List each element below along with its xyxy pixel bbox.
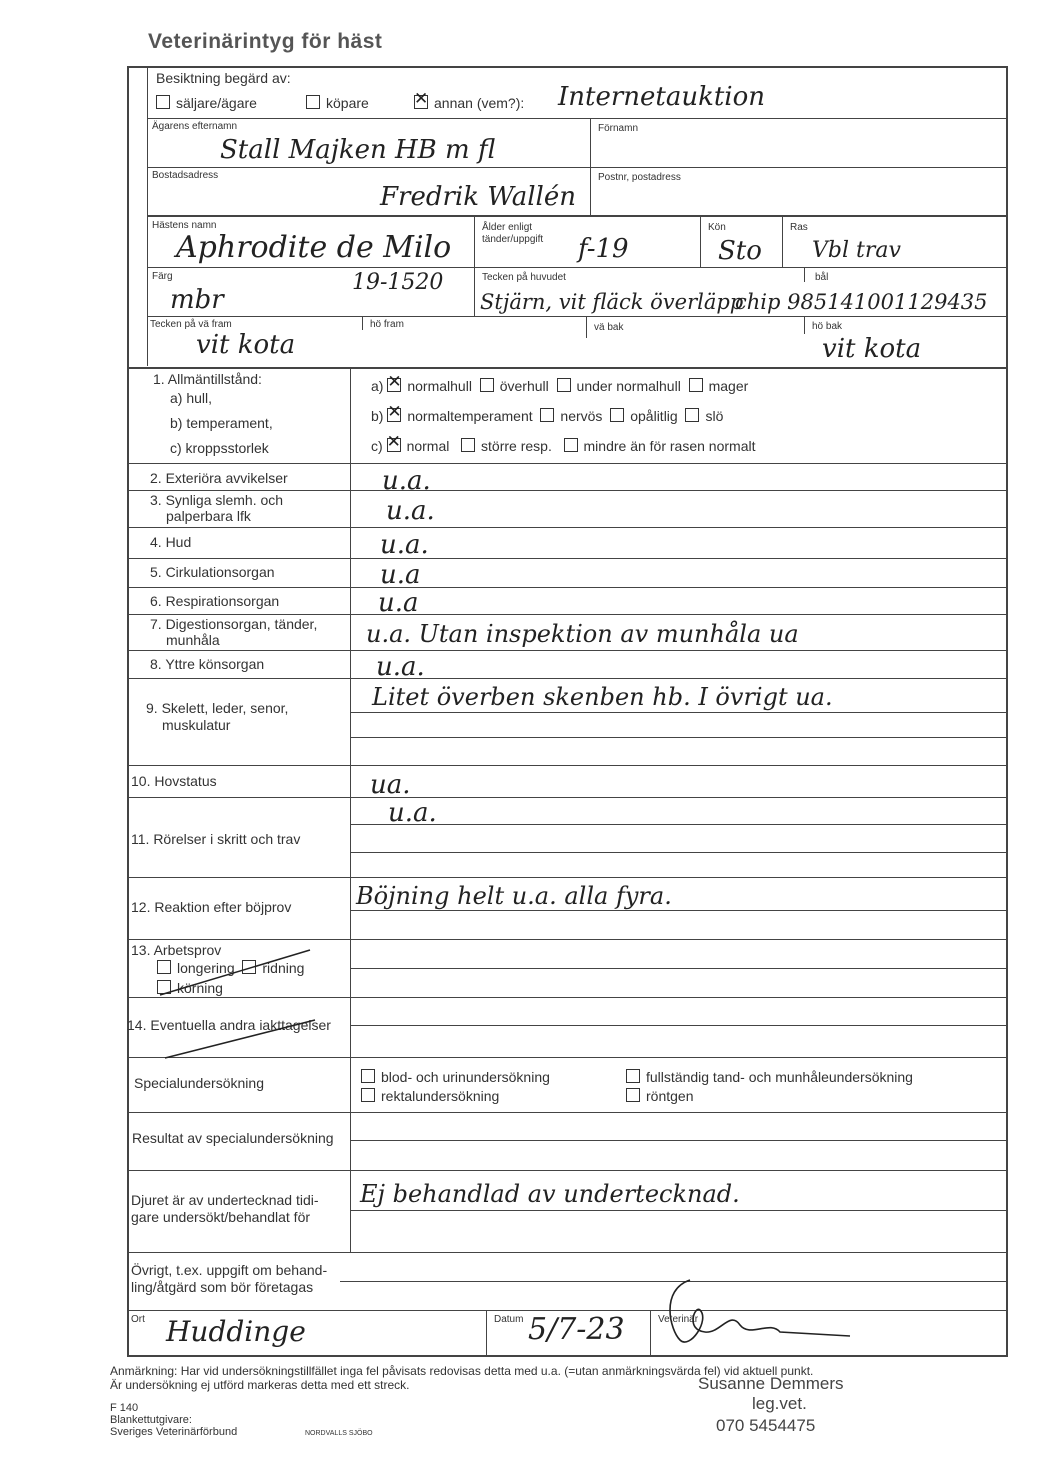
special-label: Specialundersökning [134, 1075, 264, 1091]
prev-label-1: Djuret är av undertecknad tidi- [131, 1192, 319, 1208]
s13-label: 13. Arbetsprov [131, 942, 222, 958]
row-line [127, 558, 1008, 559]
row-line [147, 167, 1006, 168]
row-line [147, 316, 1006, 317]
s4-value: u.a. [380, 530, 429, 560]
age-value: f-19 [578, 234, 629, 264]
general-b-label: b) temperament, [170, 415, 273, 431]
chip-divider [804, 268, 805, 282]
other-checkbox[interactable]: ✕ annan (vem?): [414, 95, 524, 111]
normaltemperament-checkbox[interactable] [387, 408, 401, 422]
row-line [127, 527, 1008, 528]
s14-label: 14. Eventuella andra iakttagelser [127, 1017, 331, 1033]
address-label: Bostadsadress [152, 170, 219, 181]
s2-value: u.a. [382, 466, 431, 496]
chip-value: chip 985141001129435 [735, 290, 988, 314]
horse-divider [474, 216, 475, 316]
form-number: F 140 [110, 1402, 139, 1414]
leg-fl-label: Tecken på vä fram [150, 319, 232, 330]
row-line [127, 463, 1008, 464]
note-line-1: Anmärkning: Har vid undersökningstillfället inga fel påvisats redovisas detta med u.a. (=utan anmärkningsvärda fel) vid aktuell punkt. [110, 1364, 814, 1378]
row-subline [350, 1025, 1006, 1026]
frame-top [127, 66, 1008, 68]
leg-br-label: hö bak [812, 321, 843, 332]
nervos-checkbox[interactable] [540, 408, 554, 422]
row-line [147, 267, 1006, 268]
postal-label: Postnr, postadress [598, 172, 681, 183]
frame-bottom [127, 1355, 1008, 1357]
row-subline [350, 1210, 1006, 1211]
sex-value: Sto [718, 236, 762, 266]
signature-stroke [670, 1280, 850, 1342]
buyer-checkbox[interactable]: köpare [306, 95, 369, 111]
strike-marks [150, 940, 350, 1065]
horse-name-value: Aphrodite de Milo [176, 230, 452, 265]
row-subline [350, 824, 1006, 825]
age-label-2: tänder/uppgift [482, 234, 544, 245]
general-label: 1. Allmäntillstånd: [153, 371, 262, 387]
s12-value: Böjning helt u.a. alla fyra. [356, 882, 672, 910]
general-c-row: c) ✕ normal större resp. mindre än för rasen normalt [371, 438, 755, 454]
s3-value: u.a. [386, 496, 435, 526]
row-line [127, 797, 1008, 798]
special-opt3[interactable]: fullständig tand- och munhåleundersökning [626, 1069, 913, 1085]
place-label: Ort [131, 1314, 145, 1325]
row-line [127, 650, 1008, 651]
s5-value: u.a [380, 560, 421, 590]
strike-14 [165, 1020, 315, 1058]
strike-13 [160, 950, 310, 995]
date-value: 5/7-23 [528, 1312, 625, 1347]
note-line-2: Är undersökning ej utförd markeras detta med ett streck. [110, 1378, 410, 1392]
s9-label-1: 9. Skelett, leder, senor, [146, 700, 289, 716]
color-label: Färg [152, 271, 173, 282]
address-value: Fredrik Wallén [380, 182, 576, 212]
breed-divider [782, 216, 783, 268]
opalitlig-checkbox[interactable] [610, 408, 624, 422]
stamp-title: leg.vet. [752, 1394, 807, 1413]
s10-value: ua. [370, 770, 411, 800]
vet-label: Veterinär [658, 1314, 699, 1325]
leg-fl-value: vit kota [196, 330, 296, 360]
general-b-row: b) ✕ normaltemperament nervös opålitlig slö [371, 408, 723, 424]
slo-checkbox[interactable] [685, 408, 699, 422]
s5-label: 5. Cirkulationsorgan [150, 564, 275, 580]
row-subline [350, 852, 1006, 853]
row-subline [350, 968, 1006, 969]
s7-label-1: 7. Digestionsorgan, tänder, [150, 616, 318, 632]
date-label: Datum [494, 1314, 524, 1325]
row-subline [350, 1140, 1006, 1141]
general-c-label: c) kroppsstorlek [170, 440, 269, 456]
head-label: Tecken på huvudet [482, 272, 566, 283]
larger-checkbox[interactable] [461, 438, 475, 452]
row-subline [350, 910, 1006, 911]
s8-label: 8. Yttre könsorgan [150, 656, 265, 672]
row-line [127, 1310, 1008, 1311]
smaller-checkbox[interactable] [564, 438, 578, 452]
general-a-row: a) ✕ normalhull överhull under normalhull mager [371, 378, 748, 394]
s3-label-1: 3. Synliga slemh. och [150, 492, 284, 508]
leg-br-value: vit kota [822, 334, 922, 364]
prev-value: Ej behandlad av undertecknad. [360, 1180, 740, 1208]
breed-value: Vbl trav [812, 238, 901, 263]
row-line [147, 215, 1006, 217]
issuer-label: Blankettutgivare: [110, 1414, 192, 1426]
sex-label: Kön [708, 222, 726, 233]
date-divider [486, 1310, 487, 1355]
leg-divider [586, 316, 587, 338]
s12-label: 12. Reaktion efter böjprov [131, 899, 292, 915]
stamp-name: Susanne Demmers [698, 1374, 844, 1393]
breed-label: Ras [790, 222, 808, 233]
s7-value: u.a. Utan inspektion av munhåla ua [366, 620, 799, 648]
issuer-name: Sveriges Veterinärförbund [110, 1426, 238, 1438]
normalhull-checkbox[interactable] [387, 378, 401, 392]
color-number: 19-1520 [352, 270, 444, 295]
leg-bl-label: vä bak [594, 322, 624, 333]
head-value: Stjärn, vit fläck överläpp [480, 290, 744, 314]
frame-left [127, 66, 129, 1356]
place-value: Huddinge [166, 1315, 306, 1348]
row-subline [350, 712, 1006, 713]
special-opt2[interactable]: rektalundersökning [361, 1088, 499, 1104]
leg-divider [804, 316, 805, 334]
horse-name-label: Hästens namn [152, 220, 217, 231]
general-a-label: a) hull, [170, 390, 213, 406]
special-opt4[interactable]: röntgen [626, 1088, 693, 1104]
row-line [127, 614, 1008, 615]
s11-label: 11. Rörelser i skritt och trav [131, 831, 301, 847]
form-title: Veterinärintyg för häst [148, 30, 383, 53]
overhull-checkbox[interactable] [480, 378, 494, 392]
leg-divider [362, 316, 363, 330]
frame-right [1006, 66, 1008, 1356]
row-line [127, 765, 1008, 766]
row-line [127, 367, 1008, 369]
special-opt1[interactable]: blod- och urinundersökning [361, 1069, 550, 1085]
s9-value: Litet överben skenben hb. I övrigt ua. [372, 683, 833, 711]
row-line [127, 1112, 1008, 1113]
signature-icon [650, 1270, 860, 1360]
s3-label-2: palperbara lfk [166, 508, 251, 524]
chip-label: bål [815, 272, 829, 283]
s8-value: u.a. [376, 652, 425, 682]
row-line [127, 1252, 1008, 1253]
s4-label: 4. Hud [150, 534, 192, 550]
result-label: Resultat av specialundersökning [132, 1130, 334, 1146]
row-line [127, 877, 1008, 878]
normal-size-checkbox[interactable] [387, 438, 401, 452]
korning-row: körning [157, 980, 223, 996]
row-line [127, 678, 1008, 679]
surname-value: Stall Majken HB m fl [220, 135, 496, 165]
mager-checkbox[interactable] [689, 378, 703, 392]
requested-label: Besiktning begärd av: [156, 70, 291, 86]
prev-label-2: gare undersökt/behandlat för [131, 1209, 311, 1225]
s2-label: 2. Exteriöra avvikelser [150, 470, 288, 486]
s11-value: u.a. [388, 798, 437, 828]
s10-label: 10. Hovstatus [131, 773, 217, 789]
other-label-2: ling/åtgärd som bör företagas [131, 1279, 314, 1295]
stamp-phone: 070 5454475 [716, 1416, 816, 1435]
row-line [127, 1170, 1008, 1171]
row-subline [350, 737, 1006, 738]
row-line [127, 587, 1008, 588]
s6-label: 6. Respirationsorgan [150, 593, 280, 609]
surname-label: Ägarens efternamn [152, 121, 238, 132]
s7-label-2: munhåla [166, 632, 220, 648]
color-value: mbr [170, 285, 224, 315]
age-label-1: Ålder enligt [482, 222, 533, 233]
row-line [127, 490, 1008, 491]
row-line [147, 118, 1006, 119]
printer-name: NORDVALLS SJÖBO [305, 1430, 373, 1437]
leg-fr-label: hö fram [370, 319, 404, 330]
sex-divider [700, 216, 701, 268]
label-column-divider [350, 367, 351, 1252]
s9-label-2: muskulatur [162, 717, 231, 733]
firstname-label: Förnamn [598, 123, 639, 134]
other-value: Internetauktion [558, 82, 766, 112]
seller-checkbox[interactable]: säljare/ägare [156, 95, 257, 111]
s13-opts: longering ridning [157, 960, 304, 976]
under-normalhull-checkbox[interactable] [557, 378, 571, 392]
s6-value: u.a [378, 588, 419, 618]
other-label-1: Övrigt, t.ex. uppgift om behand- [131, 1262, 328, 1278]
